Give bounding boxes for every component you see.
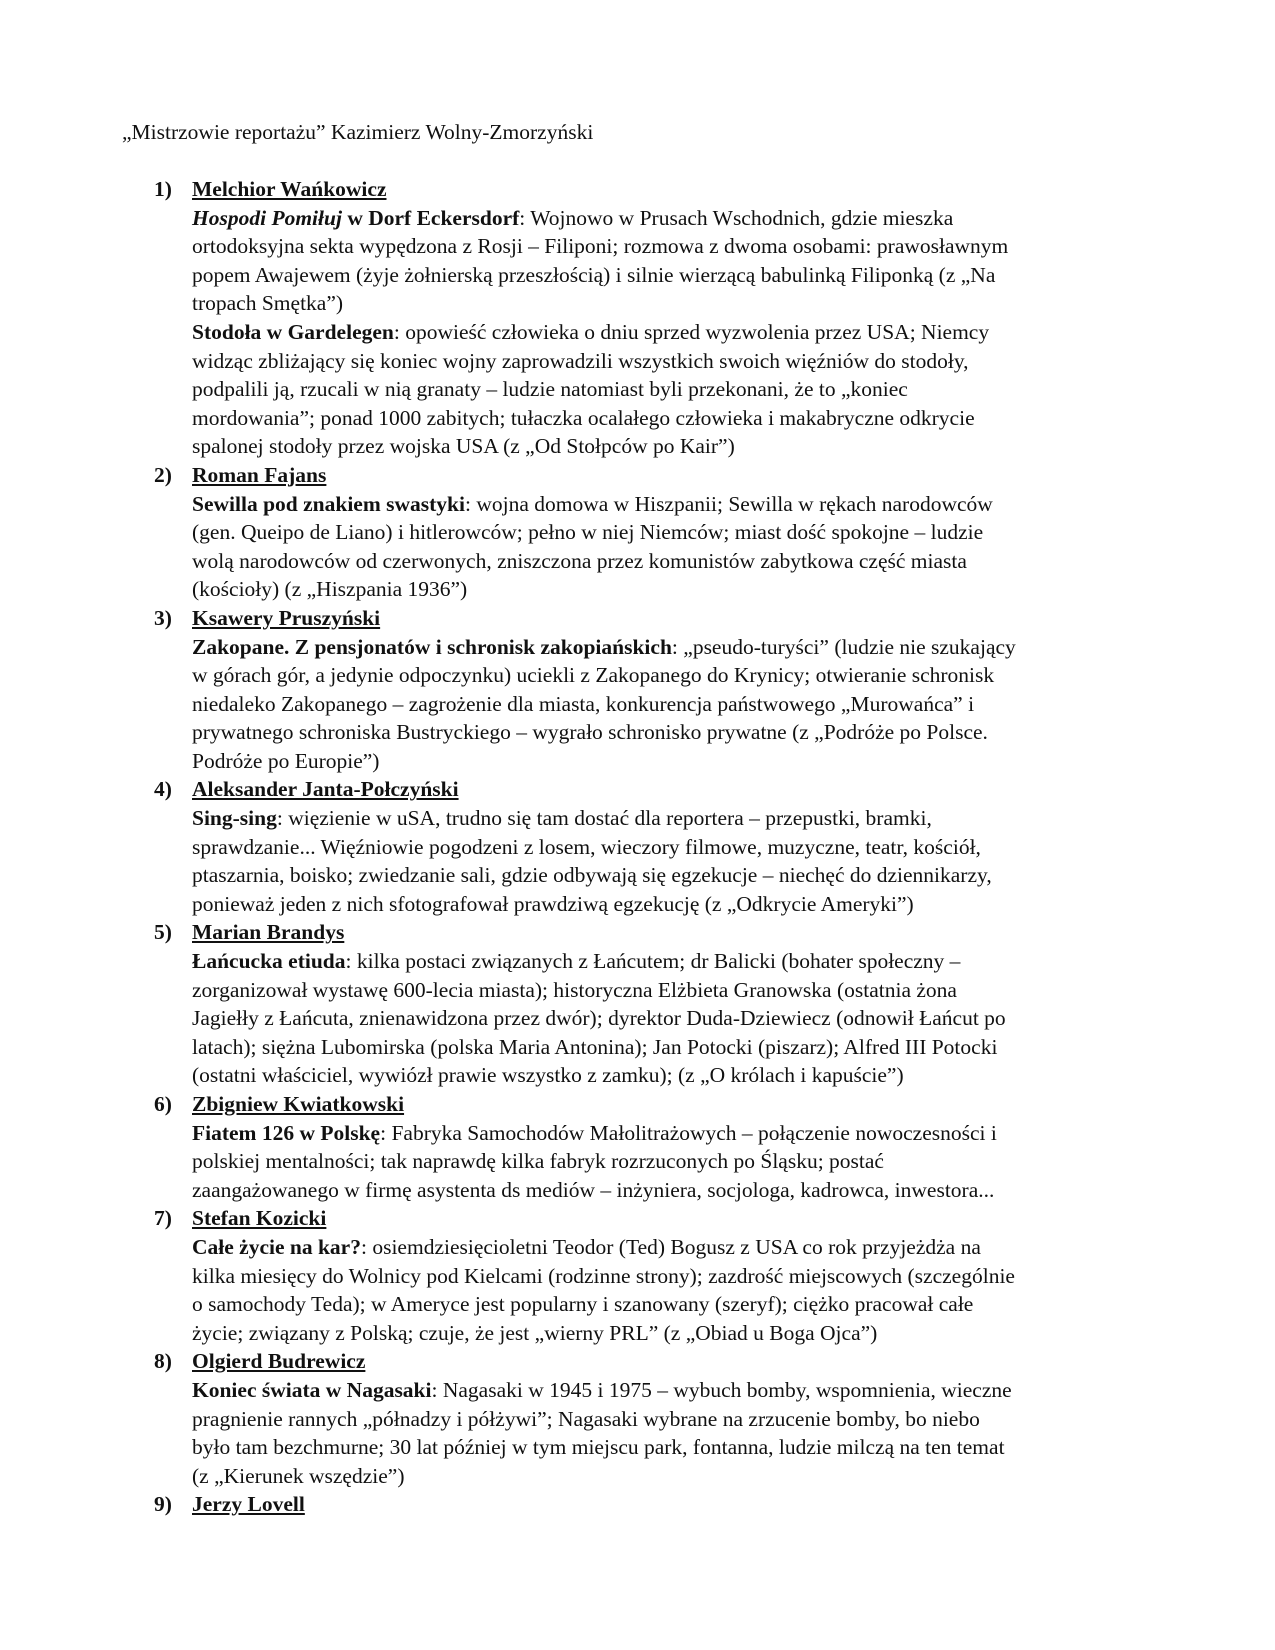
description-line — [192, 1262, 1162, 1291]
description-line — [192, 661, 1162, 690]
list-item — [122, 1347, 1162, 1490]
description-line — [192, 518, 1162, 547]
description-line — [192, 1319, 1162, 1348]
author-name: Roman Fajans — [192, 462, 327, 487]
description-line — [192, 1004, 1162, 1033]
description-text: Podróże po Europie”) — [192, 748, 380, 773]
description-text: było tam bezchmurne; 30 lat później w tym miejscu park, fontanna, ludzie milczą na ten temat — [192, 1435, 1005, 1460]
description-line — [192, 1405, 1162, 1434]
description-line — [192, 1119, 1162, 1148]
description-text: widząc zbliżający się koniec wojny zaprowadzili wszystkich swoich więźniów do stodoły, — [192, 348, 969, 373]
work-title: Fiatem 126 w Polskę — [192, 1120, 381, 1145]
author-name: Jerzy Lovell — [192, 1492, 305, 1517]
author-name: Melchior Wańkowicz — [192, 177, 387, 201]
item-number: 8) — [154, 1349, 172, 1374]
description-text: zaangażowanego w firmę asystenta ds mediów – inżyniera, socjologa, kadrowca, inwestora... — [192, 1177, 995, 1202]
description-line — [192, 232, 1162, 261]
description-text: : kilka postaci związanych z Łańcutem; dr Balicki (bohater społeczny – — [345, 949, 961, 974]
list-item — [122, 604, 1162, 776]
description-line — [192, 204, 1162, 233]
description-line — [192, 947, 1162, 976]
description-text: : Fabryka Samochodów Małolitrażowych – połączenie nowoczesności i — [380, 1120, 997, 1145]
description-line — [192, 575, 1162, 604]
item-number: 1) — [154, 177, 172, 201]
description-text: zorganizował wystawę 600-lecia miasta); historyczna Elżbieta Granowska (ostatnia żona — [192, 977, 957, 1002]
author-name: Ksawery Pruszyński — [192, 605, 381, 630]
work-title: Sing-sing — [192, 806, 277, 831]
list-item — [122, 1204, 1162, 1347]
description-text: w górach gór, a jedynie odpoczynku) uciekli z Zakopanego do Krynicy; otwieranie schronisk — [192, 663, 995, 688]
description-line — [192, 976, 1162, 1005]
item-number: 3) — [154, 605, 172, 630]
description-text: niedaleko Zakopanego – zagrożenie dla miasta, konkurencja państwowego „Murowańca” i — [192, 691, 975, 716]
description-text: : „pseudo-turyści” (ludzie nie szukający — [671, 634, 1016, 659]
list-item — [122, 175, 1162, 461]
item-number: 6) — [154, 1092, 172, 1116]
description-text: : wojna domowa w Hiszpanii; Sewilla w rękach narodowców — [464, 491, 993, 516]
description-line — [192, 1462, 1162, 1491]
description-line — [192, 1376, 1162, 1405]
description-line — [192, 1233, 1162, 1262]
work-title: Stodoła w Gardelegen — [192, 319, 394, 344]
list-item — [122, 461, 1162, 604]
description-line — [192, 490, 1162, 519]
description-text: spalonej stodoły przez wojska USA (z „Od Stołpców po Kair”) — [192, 434, 735, 459]
description-line — [192, 1061, 1162, 1090]
description-line — [192, 1147, 1162, 1176]
description-text: prywatnego schroniska Bustryckiego – wygrało schronisko prywatne (z „Podróże po Polsce. — [192, 720, 988, 745]
description-line — [192, 261, 1162, 290]
work-title: Sewilla pod znakiem swastyki — [192, 491, 465, 516]
description-text: : Wojnowo w Prusach Wschodnich, gdzie mieszka — [519, 205, 954, 230]
description-text: wolą narodowców od czerwonych, zniszczona przez komunistów zabytkowa część miasta — [192, 548, 967, 573]
description-text: życie; związany z Polską; czuje, że jest „wierny PRL” (z „Obiad u Boga Ojca”) — [192, 1320, 878, 1345]
description-text: pragnienie rannych „półnadzy i półżywi”; Nagasaki wybrane na zrzucenie bomby, bo niebo — [192, 1406, 980, 1431]
list-item — [122, 918, 1162, 1090]
description-text: tropach Smętka”) — [192, 291, 344, 316]
description-text: (z „Kierunek wszędzie”) — [192, 1463, 405, 1488]
list-item — [122, 1490, 1162, 1519]
description-line — [192, 404, 1162, 433]
item-number: 7) — [154, 1206, 172, 1231]
work-title: Koniec świata w Nagasaki — [192, 1377, 432, 1402]
description-text: ortodoksyjna sekta wypędzona z Rosji – Filiponi; rozmowa z dwoma osobami: prawosławnym — [192, 234, 1009, 259]
description-text: ptaszarnia, boisko; zwiedzanie sali, gdzie odbywają się egzekucje – niechęć do dziennikarzy, — [192, 863, 992, 888]
description-line — [192, 833, 1162, 862]
description-line — [192, 1176, 1162, 1205]
description-line — [192, 718, 1162, 747]
description-text: : Nagasaki w 1945 i 1975 – wybuch bomby, wspomnienia, wieczne — [431, 1377, 1012, 1402]
description-text: (ostatni właściciel, wywiózł prawie wszystko z zamku); (z „O królach i kapuście”) — [192, 1063, 904, 1088]
description-text: podpalili ją, rzucali w nią granaty – ludzie natomiast byli przekonani, że to „koniec — [192, 377, 908, 402]
description-text: kilka miesięcy do Wolnicy pod Kielcami (rodzinne strony); zazdrość miejscowych (szczególnie — [192, 1263, 1015, 1288]
description-text: Jagiełły z Łańcuta, znienawidzona przez dwór); dyrektor Duda-Dziewiecz (odnowił Łańcut po — [192, 1006, 1006, 1031]
description-text: : opowieść człowieka o dniu sprzed wyzwolenia przez USA; Niemcy — [393, 319, 990, 344]
work-title: w Dorf Eckersdorf — [341, 205, 520, 230]
description-line — [192, 375, 1162, 404]
item-number: 9) — [154, 1492, 172, 1517]
description-text: ponieważ jeden z nich sfotografował prawdziwą egzekucję (z „Odkrycie Ameryki”) — [192, 891, 914, 916]
description-text: o samochody Teda); w Ameryce jest popularny i szanowany (szeryf); ciężko pracował całe — [192, 1292, 974, 1317]
author-name: Aleksander Janta-Połczyński — [192, 777, 459, 802]
description-text: popem Awajewem (żyje żołnierską przeszłością) i silnie wierzącą babulinką Filiponką (z „Na — [192, 262, 996, 287]
list-item — [122, 1090, 1162, 1204]
description-text: : osiemdziesięcioletni Teodor (Ted) Bogusz z USA co rok przyjeżdża na — [360, 1234, 981, 1259]
list-item — [122, 775, 1162, 918]
description-line — [192, 318, 1162, 347]
item-number: 2) — [154, 462, 172, 487]
description-line — [192, 861, 1162, 890]
description-line — [192, 633, 1162, 662]
description-line — [192, 289, 1162, 318]
work-title: Całe życie na kar? — [192, 1234, 361, 1259]
author-name: Zbigniew Kwiatkowski — [192, 1092, 405, 1116]
description-line — [192, 1290, 1162, 1319]
author-name: Marian Brandys — [192, 920, 345, 945]
description-text: : więzienie w uSA, trudno się tam dostać dla reportera – przepustki, bramki, — [276, 806, 932, 831]
description-line — [192, 347, 1162, 376]
description-line — [192, 890, 1162, 919]
description-line — [192, 432, 1162, 461]
description-line — [192, 1033, 1162, 1062]
description-line — [192, 690, 1162, 719]
author-name: Olgierd Budrewicz — [192, 1349, 366, 1374]
work-title: Zakopane. Z pensjonatów i schronisk zakopiańskich — [192, 634, 672, 659]
work-title-italic: Hospodi Pomiłuj — [192, 205, 342, 230]
description-line — [192, 1433, 1162, 1462]
description-line — [192, 547, 1162, 576]
reportage-list — [122, 175, 1162, 1519]
description-text: (gen. Queipo de Liano) i hitlerowców; pełno w niej Niemców; miast dość spokojne – ludzie — [192, 520, 984, 545]
description-line — [192, 804, 1162, 833]
work-title: Łańcucka etiuda — [192, 949, 346, 974]
description-text: sprawdzanie... Więźniowie pogodzeni z losem, wieczory filmowe, muzyczne, teatr, kościół, — [192, 834, 981, 859]
description-text: polskiej mentalności; tak naprawdę kilka fabryk rozrzuconych po Śląsku; postać — [192, 1149, 884, 1174]
item-number: 5) — [154, 920, 172, 945]
document-title: „Mistrzowie reportażu” Kazimierz Wolny-Zmorzyński — [122, 120, 594, 144]
description-line — [192, 747, 1162, 776]
author-name: Stefan Kozicki — [192, 1206, 327, 1231]
description-text: mordowania”; ponad 1000 zabitych; tułaczka ocalałego człowieka i makabryczne odkrycie — [192, 405, 975, 430]
description-text: (kościoły) (z „Hiszpania 1936”) — [192, 577, 468, 602]
item-number: 4) — [154, 777, 172, 802]
description-text: latach); siężna Lubomirska (polska Maria Antonina); Jan Potocki (piszarz); Alfred III Potocki — [192, 1034, 998, 1059]
